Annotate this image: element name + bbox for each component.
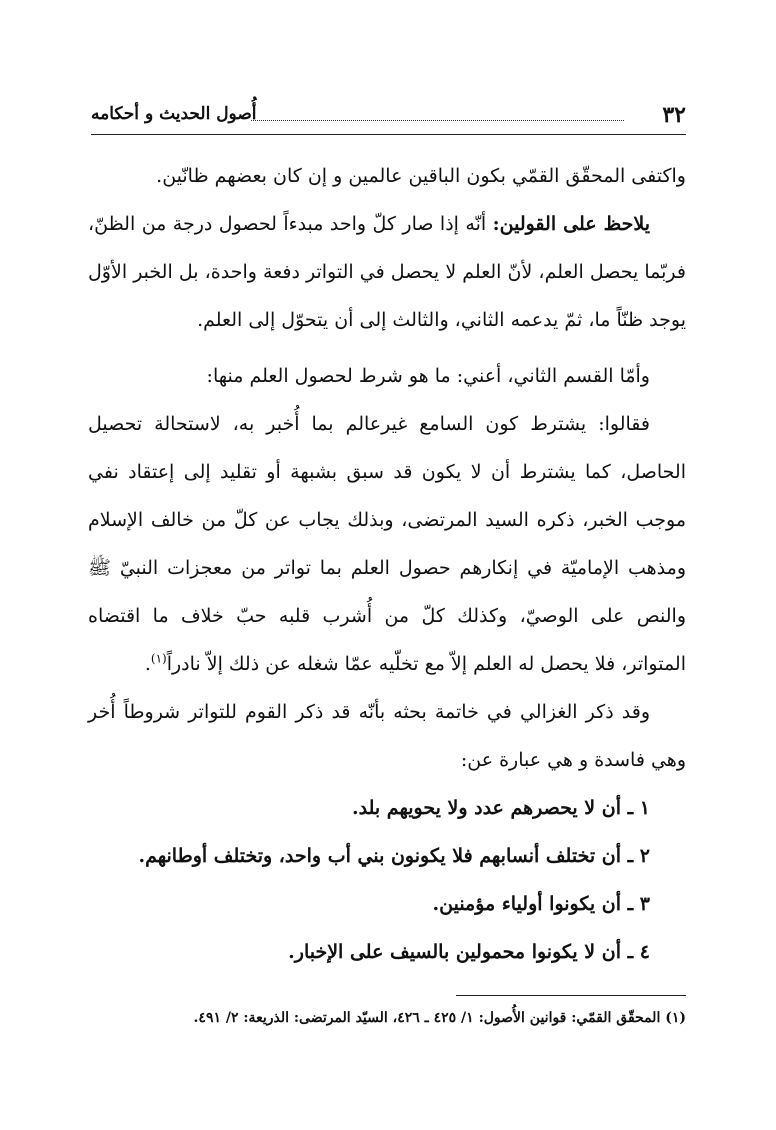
- footnote-divider: [456, 995, 686, 996]
- header-leader-dots: [251, 120, 624, 121]
- paragraph-2: [88, 200, 686, 344]
- paragraph-3: وأمّا القسم الثاني، أعني: ما هو شرط لحصول العلم منها:: [206, 365, 650, 387]
- paragraph-4-text: فقالوا: يشترط كون السامع غيرعالم بما أُخبر به، لاستحالة تحصيل الحاصل، كما يشترط أن لا يكون قد سبق بشبهة أو تقليد إلى إعتقاد نفي موجب الخبر، ذكره السيد المرتضى، وبذلك يجاب عن كلّ من خالف الإسلام ومذهب الإماميّة في إنكارهم حصول العلم بما تواتر من معجزات النبيّ ﷺ والنص على الوصيّ، وكذلك كلّ من أُشرب قلبه حبّ خلاف ما اقتضاه المتواتر، فلا يحصل له العلم إلاّ مع تخلّيه عمّا شغله عن ذلك إلاّ نادراً: [88, 413, 686, 675]
- list-item: ٣ ـ أن يكونوا أولياء مؤمنين.: [432, 893, 650, 915]
- list-item: ١ ـ أن لا يحصرهم عدد ولا يحويهم بلد.: [352, 797, 650, 819]
- paragraph-4-end: .: [144, 653, 151, 675]
- paragraph-2-text: أنّه إذا صار كلّ واحد مبدءاً لحصول درجة من الظنّ، فربّما يحصل العلم، لأنّ العلم لا يحصل في التواتر دفعة واحدة، بل الخبر الأوّل يوجد ظنّاً ما، ثمّ يدعمه الثاني، والثالث إلى أن يتحوّل إلى العلم.: [88, 213, 686, 331]
- conditions-list: [88, 784, 686, 976]
- main-text: [88, 152, 686, 976]
- paragraph-4: [88, 400, 686, 688]
- paragraph-5: وقد ذكر الغزالي في خاتمة بحثه بأنّه قد ذكر القوم للتواتر شروطاً أُخر وهي فاسدة و هي عبارة عن:: [88, 701, 686, 771]
- running-title: أُصول الحديث و أحكامه: [91, 104, 257, 124]
- list-item: ٤ ـ أن لا يكونوا محمولين بالسيف على الإخبار.: [288, 941, 650, 963]
- paragraph-1: واكتفى المحقّق القمّي بكون الباقين عالمين و إن كان بعضهم ظانّين.: [156, 165, 686, 187]
- page-header: [91, 100, 686, 135]
- list-item: ٢ ـ أن تختلف أنسابهم فلا يكونون بني أب واحد، وتختلف أوطانهم.: [138, 845, 650, 867]
- page-number: ٣٢: [662, 102, 686, 128]
- footnote: (١) المحقّق القمّي: قوانين الأُصول: ١/ ٤٢٥ ـ ٤٢٦، السيّد المرتضى: الذريعة: ٢/ ٤٩١.: [193, 1010, 686, 1026]
- paragraph-2-lead: يلاحظ على القولين:: [492, 213, 651, 235]
- footnote-reference: (١): [150, 651, 167, 666]
